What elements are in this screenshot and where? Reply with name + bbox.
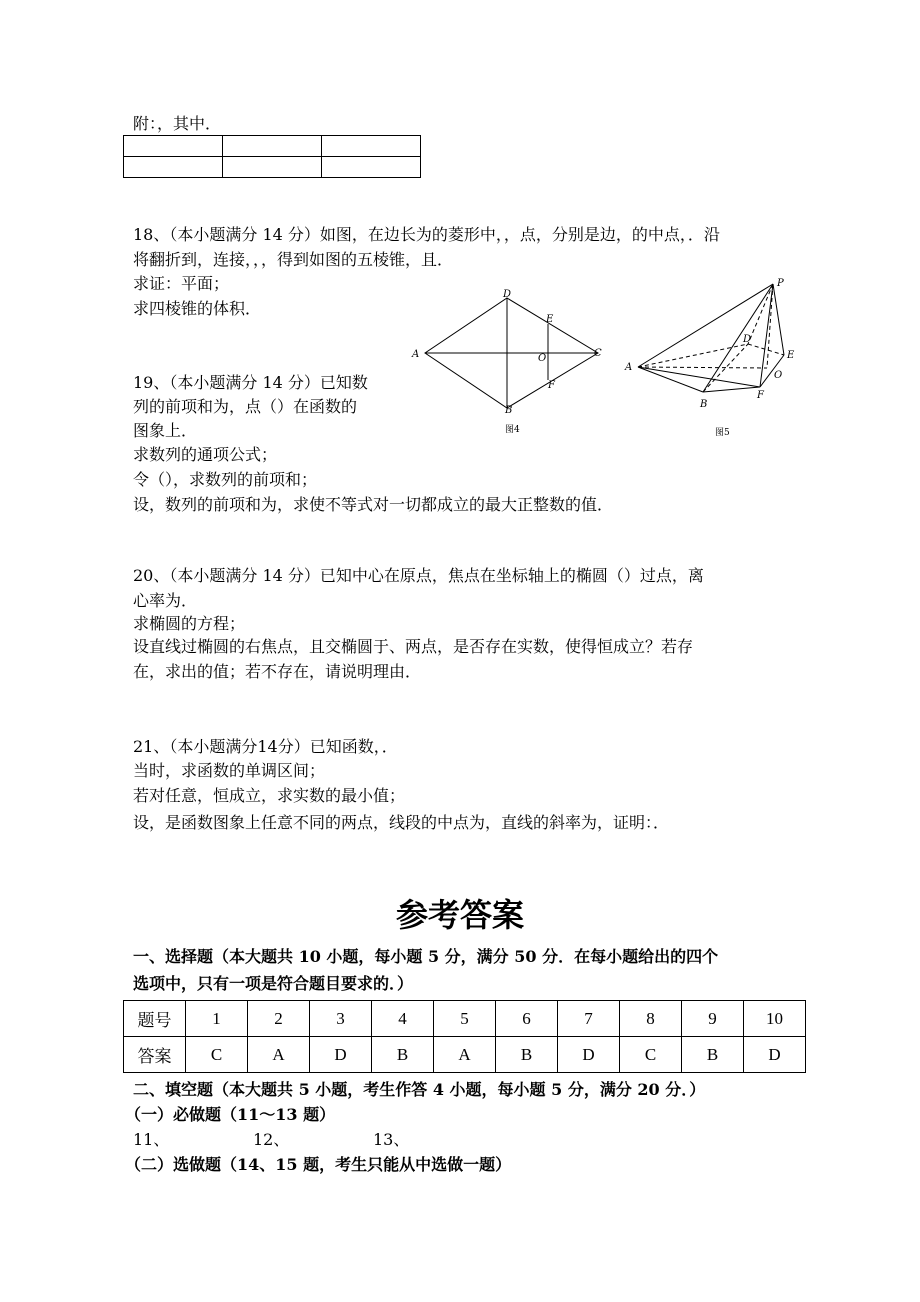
fig4-caption: 图4 bbox=[505, 425, 520, 435]
question-number: 2 bbox=[248, 1001, 310, 1037]
q18-part2: 求四棱锥的体积． bbox=[133, 299, 262, 318]
table-cell bbox=[223, 136, 322, 157]
q19-part1: 求数列的通项公式； bbox=[133, 445, 278, 464]
fig5-label-o: O bbox=[774, 370, 783, 381]
optional-questions-heading: （二）选做题（14、15 题，考生只能从中选做一题） bbox=[125, 1155, 512, 1174]
fig5-label-e: E bbox=[787, 350, 795, 361]
q20-part2-line1: 设直线过椭圆的右焦点，且交椭圆于、两点，是否存在实数，使得恒成立？若存 bbox=[133, 637, 694, 656]
question-number: 3 bbox=[310, 1001, 372, 1037]
answer-choice: D bbox=[558, 1037, 620, 1073]
answer-choice: D bbox=[744, 1037, 806, 1073]
answer-choice: A bbox=[434, 1037, 496, 1073]
question-number: 6 bbox=[496, 1001, 558, 1037]
section1-heading-line1: 一、选择题（本大题共 10 小题，每小题 5 分，满分 50 分．在每小题给出的四个 bbox=[133, 947, 719, 966]
figure-5-pyramid bbox=[615, 270, 815, 445]
answer-12-label: 12、 bbox=[253, 1130, 290, 1149]
question-number: 7 bbox=[558, 1001, 620, 1037]
question-number: 5 bbox=[434, 1001, 496, 1037]
q19-text-line3: 图象上． bbox=[133, 421, 198, 440]
answer-table-header-number: 题号 bbox=[124, 1001, 186, 1037]
answer-choice: B bbox=[682, 1037, 744, 1073]
q20-text-line2: 心率为． bbox=[133, 591, 198, 610]
answer-choice: D bbox=[310, 1037, 372, 1073]
fig4-label-o: O bbox=[538, 353, 547, 364]
q21-part1: 当时，求函数的单调区间； bbox=[133, 761, 326, 780]
fig5-caption: 图5 bbox=[715, 428, 730, 438]
q21-text-line1: 21、（本小题满分14分）已知函数，． bbox=[133, 737, 398, 756]
answer-choice: B bbox=[372, 1037, 434, 1073]
fig5-label-p: P bbox=[777, 278, 784, 289]
question-number: 1 bbox=[186, 1001, 248, 1037]
q19-text-line1: 19、（本小题满分 14 分）已知数 bbox=[133, 373, 368, 392]
fig4-label-f: F bbox=[548, 380, 555, 391]
section2-heading: 二、填空题（本大题共 5 小题，考生作答 4 小题，每小题 5 分，满分 20 分．） bbox=[133, 1080, 706, 1099]
fig4-label-e: E bbox=[546, 314, 554, 325]
answer-13-label: 13、 bbox=[373, 1130, 410, 1149]
answer-table-header-answer: 答案 bbox=[124, 1037, 186, 1073]
q21-part2: 若对任意，恒成立，求实数的最小值； bbox=[133, 786, 406, 805]
fig5-label-d: D bbox=[743, 334, 752, 345]
q18-text-line2: 将翻折到，连接，，，得到如图的五棱锥，且． bbox=[133, 250, 454, 269]
table-cell bbox=[322, 136, 421, 157]
q19-part2: 令（），求数列的前项和； bbox=[133, 470, 318, 489]
q21-part3: 设，是函数图象上任意不同的两点，线段的中点为，直线的斜率为，证明：． bbox=[133, 813, 670, 832]
q20-part1: 求椭圆的方程； bbox=[133, 614, 246, 633]
q19-part3: 设，数列的前项和为，求使不等式对一切都成立的最大正整数的值． bbox=[133, 495, 614, 514]
fig4-label-b: B bbox=[505, 405, 513, 416]
table-cell bbox=[223, 157, 322, 178]
empty-table bbox=[123, 135, 421, 178]
answer-11-label: 11、 bbox=[133, 1130, 170, 1149]
answer-table-number-row bbox=[124, 1001, 806, 1037]
figure-4-rhombus bbox=[405, 285, 615, 440]
answer-table-choice-row bbox=[124, 1037, 806, 1073]
fig5-label-b: B bbox=[700, 399, 708, 410]
table-cell bbox=[124, 157, 223, 178]
answers-title: 参考答案 bbox=[395, 896, 524, 934]
q20-text-line1: 20、（本小题满分 14 分）已知中心在原点，焦点在坐标轴上的椭圆（）过点，离 bbox=[133, 566, 704, 585]
answer-choice: A bbox=[248, 1037, 310, 1073]
question-number: 4 bbox=[372, 1001, 434, 1037]
q18-text-line1: 18、（本小题满分 14 分）如图，在边长为的菱形中，，点，分别是边，的中点，．沿 bbox=[133, 225, 720, 244]
answer-table bbox=[123, 1000, 806, 1073]
question-number: 8 bbox=[620, 1001, 682, 1037]
table-cell bbox=[322, 157, 421, 178]
fig4-label-a: A bbox=[412, 349, 420, 360]
fig5-label-a: A bbox=[625, 362, 633, 373]
q20-part2-line2: 在，求出的值；若不存在，请说明理由． bbox=[133, 662, 422, 681]
question-number: 10 bbox=[744, 1001, 806, 1037]
q18-part1: 求证：平面； bbox=[133, 274, 230, 293]
answer-choice: C bbox=[186, 1037, 248, 1073]
formula-note: 附：，其中． bbox=[133, 114, 222, 133]
answer-choice: B bbox=[496, 1037, 558, 1073]
fig4-label-c: C bbox=[594, 348, 602, 359]
fig5-label-f: F bbox=[757, 390, 764, 401]
required-questions-heading: （一）必做题（11～13 题） bbox=[125, 1105, 336, 1124]
section1-heading-line2: 选项中，只有一项是符合题目要求的．） bbox=[133, 974, 414, 993]
q19-text-line2: 列的前项和为，点（）在函数的 bbox=[133, 397, 358, 416]
fig4-label-d: D bbox=[503, 289, 512, 300]
answer-choice: C bbox=[620, 1037, 682, 1073]
table-cell bbox=[124, 136, 223, 157]
question-number: 9 bbox=[682, 1001, 744, 1037]
